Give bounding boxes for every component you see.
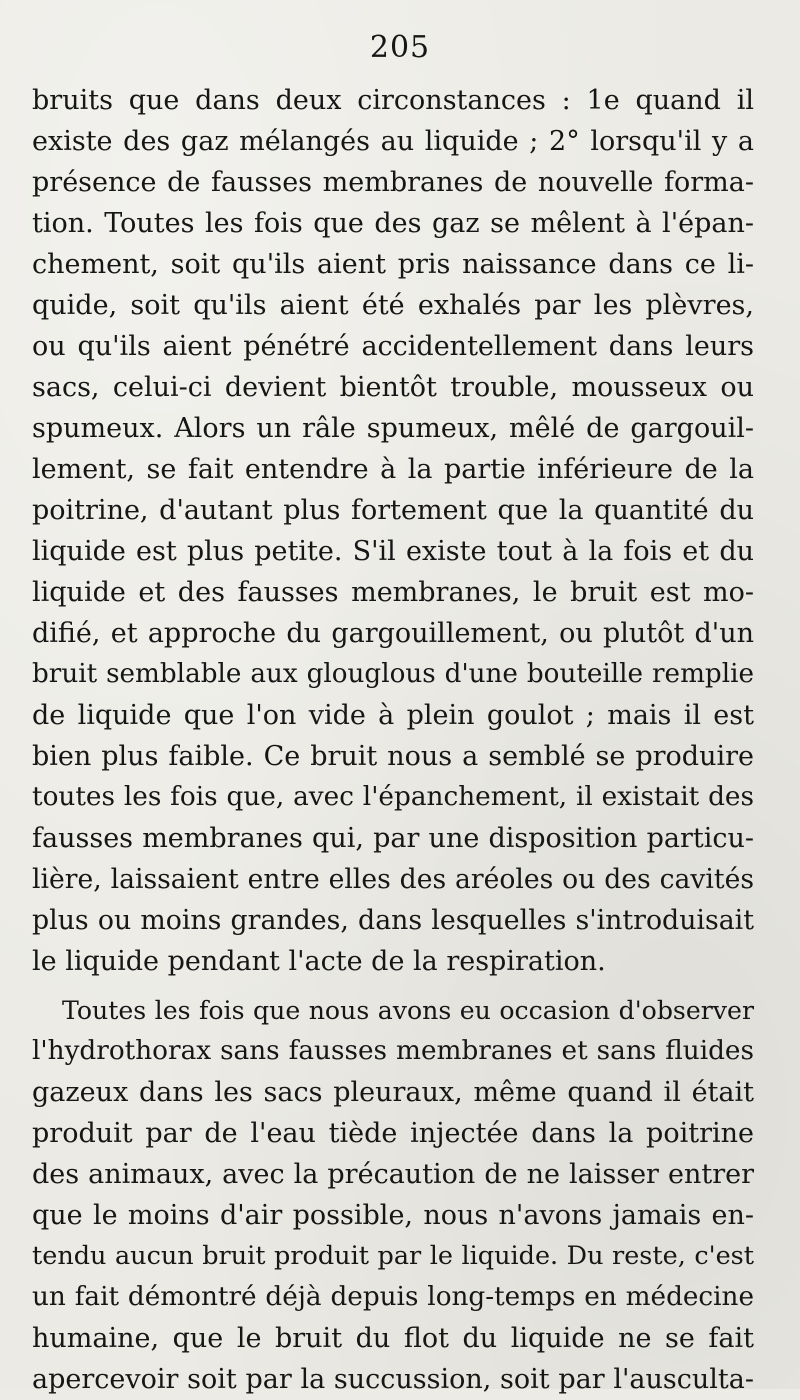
text-line: bruits que dans deux circonstances : 1e quand il (32, 85, 754, 116)
text-line: liquide est plus petite. S'il existe tout à la fois et du (32, 536, 754, 567)
text-line: difié, et approche du gargouillement, ou plutôt d'un (32, 618, 754, 649)
paragraph-1 (32, 80, 754, 982)
text-line: existe des gaz mélangés au liquide ; 2° lorsqu'il y a (32, 126, 754, 157)
text-line: tion. Toutes les fois que des gaz se mêlent à l'épan- (32, 208, 754, 239)
text-line: lement, se fait entendre à la partie inférieure de la (32, 454, 754, 485)
text-line: que le moins d'air possible, nous n'avons jamais en- (32, 1200, 754, 1231)
text-line: humaine, que le bruit du flot du liquide ne se fait (32, 1323, 754, 1354)
text-line: chement, soit qu'ils aient pris naissance dans ce li- (32, 249, 754, 280)
page-number: 205 (369, 30, 431, 65)
text-line: lière, laissaient entre elles des aréoles ou des cavités (32, 864, 754, 895)
text-line: bien plus faible. Ce bruit nous a semblé se produire (32, 741, 754, 772)
text-line: des animaux, avec la précaution de ne laisser entrer (32, 1159, 754, 1190)
text-line: ou qu'ils aient pénétré accidentellement dans leurs (32, 331, 754, 362)
paragraph-2 (32, 990, 754, 1400)
text-line: sacs, celui-ci devient bientôt trouble, mousseux ou (32, 372, 754, 403)
text-line: de liquide que l'on vide à plein goulot ; mais il est (32, 700, 754, 731)
text-line: l'hydrothorax sans fausses membranes et sans fluides (32, 1036, 754, 1066)
text-line: toutes les fois que, avec l'épanchement, il existait des (32, 782, 754, 812)
text-line: produit par de l'eau tiède injectée dans la poitrine (32, 1118, 754, 1149)
text-line: liquide et des fausses membranes, le bruit est mo- (32, 577, 754, 608)
text-line: poitrine, d'autant plus fortement que la quantité du (32, 495, 754, 526)
paragraph-gap (32, 982, 754, 990)
text-line: tendu aucun bruit produit par le liquide. Du reste, c'est (32, 1241, 754, 1271)
text-line: gazeux dans les sacs pleuraux, même quand il était (32, 1077, 754, 1108)
text-line: fausses membranes qui, par une disposition particu- (32, 823, 754, 854)
text-line: Toutes les fois que nous avons eu occasion d'observer (62, 996, 754, 1025)
text-line: apercevoir soit par la succussion, soit par l'ausculta- (32, 1364, 754, 1395)
text-line: spumeux. Alors un râle spumeux, mêlé de gargouil- (32, 413, 754, 444)
text-line: bruit semblable aux glouglous d'une bouteille remplie (32, 659, 754, 689)
text-line: plus ou moins grandes, dans lesquelles s'introduisait (32, 905, 754, 936)
text-line: un fait démontré déjà depuis long-temps en médecine (32, 1282, 754, 1312)
body-text (32, 80, 754, 1400)
text-line: présence de fausses membranes de nouvelle forma- (32, 167, 754, 198)
text-line: quide, soit qu'ils aient été exhalés par les plèvres, (32, 290, 754, 321)
text-line: le liquide pendant l'acte de la respiration. (32, 946, 606, 977)
